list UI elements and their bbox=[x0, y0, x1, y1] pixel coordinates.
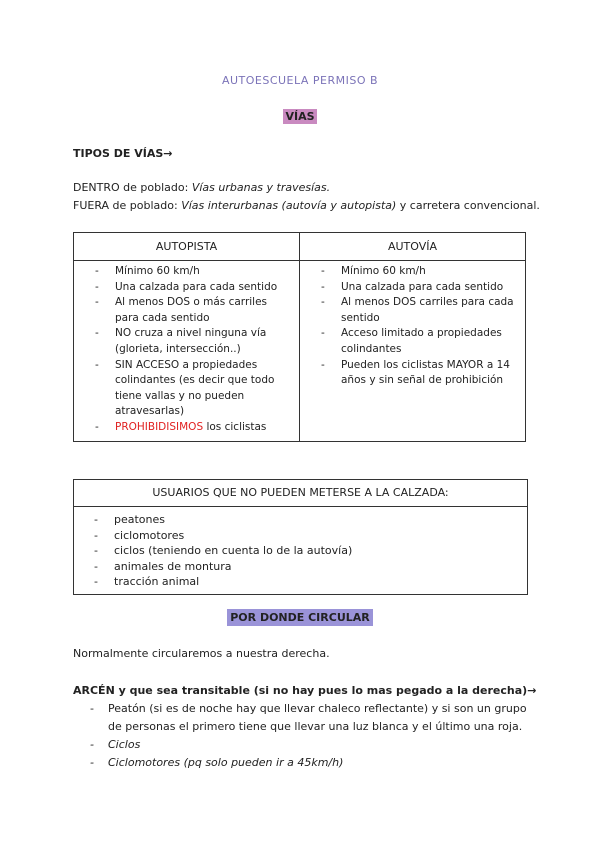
fuera-label: FUERA de poblado: bbox=[73, 199, 178, 212]
arcen-list bbox=[73, 700, 533, 772]
table-header-row bbox=[74, 233, 526, 261]
por-donde-title: POR DONDE CIRCULAR bbox=[227, 609, 373, 626]
vias-title: VÍAS bbox=[285, 110, 315, 123]
list-item: - Ciclomotores (pq solo pueden ir a 45km/h) bbox=[73, 754, 533, 772]
list-item: - Mínimo 60 km/h bbox=[83, 264, 290, 280]
list-item: - ciclos (teniendo en cuenta lo de la autovía) bbox=[82, 543, 519, 559]
autovia-header: AUTOVÍA bbox=[300, 233, 526, 261]
list-item: - SIN ACCESO a propiedades colindantes (es decir que todo tiene vallas y no pueden atravesarlas) bbox=[83, 358, 290, 420]
list-item: - animales de montura bbox=[82, 559, 519, 575]
section-title bbox=[0, 110, 600, 123]
dentro-label: DENTRO de poblado: bbox=[73, 181, 189, 194]
tipos-heading: TIPOS DE VÍAS→ bbox=[73, 147, 173, 160]
normalmente-text: Normalmente circularemos a nuestra derecha. bbox=[73, 647, 330, 660]
ciclistas-text: los ciclistas bbox=[203, 420, 267, 433]
autopista-header: AUTOPISTA bbox=[74, 233, 300, 261]
list-item: - Al menos DOS o más carriles para cada sentido bbox=[83, 295, 290, 326]
list-item: - NO cruza a nivel ninguna vía (glorieta, intersección..) bbox=[83, 326, 290, 357]
list-item: - Ciclos bbox=[73, 736, 533, 754]
usuarios-list bbox=[74, 507, 527, 594]
fuera-line bbox=[73, 199, 540, 212]
fuera-text-rest: y carretera convencional. bbox=[396, 199, 540, 212]
list-item: - peatones bbox=[82, 512, 519, 528]
list-item: - Acceso limitado a propiedades colindantes bbox=[309, 326, 516, 357]
autopista-list bbox=[75, 262, 298, 440]
arcen-heading: ARCÉN y que sea transitable (si no hay pues lo mas pegado a la derecha)→ bbox=[73, 684, 537, 697]
prohibidisimos-text: PROHIBIDISIMOS bbox=[115, 420, 204, 433]
autopista-cell bbox=[74, 261, 300, 442]
list-item: - Mínimo 60 km/h bbox=[309, 264, 516, 280]
usuarios-box bbox=[73, 479, 528, 595]
list-item: - Una calzada para cada sentido bbox=[309, 280, 516, 296]
dentro-line bbox=[73, 181, 330, 194]
dentro-text: Vías urbanas y travesías. bbox=[191, 181, 331, 194]
usuarios-header: USUARIOS QUE NO PUEDEN METERSE A LA CALZADA: bbox=[74, 480, 527, 507]
por-donde-section bbox=[0, 611, 600, 624]
list-item: - Al menos DOS carriles para cada sentido bbox=[309, 295, 516, 326]
autovia-list bbox=[301, 262, 524, 393]
table-body-row bbox=[74, 261, 526, 442]
list-item: - Una calzada para cada sentido bbox=[83, 280, 290, 296]
list-item: - Peatón (si es de noche hay que llevar chaleco reflectante) y si son un grupo de personas el primero tiene que llevar una luz blanca y el último una roja. bbox=[73, 700, 533, 736]
vias-comparison-table bbox=[73, 232, 526, 442]
autovia-cell bbox=[300, 261, 526, 442]
document-header: AUTOESCUELA PERMISO B bbox=[221, 74, 379, 87]
fuera-text-italic: Vías interurbanas (autovía y autopista) bbox=[181, 199, 397, 212]
list-item: - tracción animal bbox=[82, 574, 519, 590]
list-item: - ciclomotores bbox=[82, 528, 519, 544]
list-item bbox=[83, 420, 290, 436]
list-item: - Pueden los ciclistas MAYOR a 14 años y sin señal de prohibición bbox=[309, 358, 516, 389]
